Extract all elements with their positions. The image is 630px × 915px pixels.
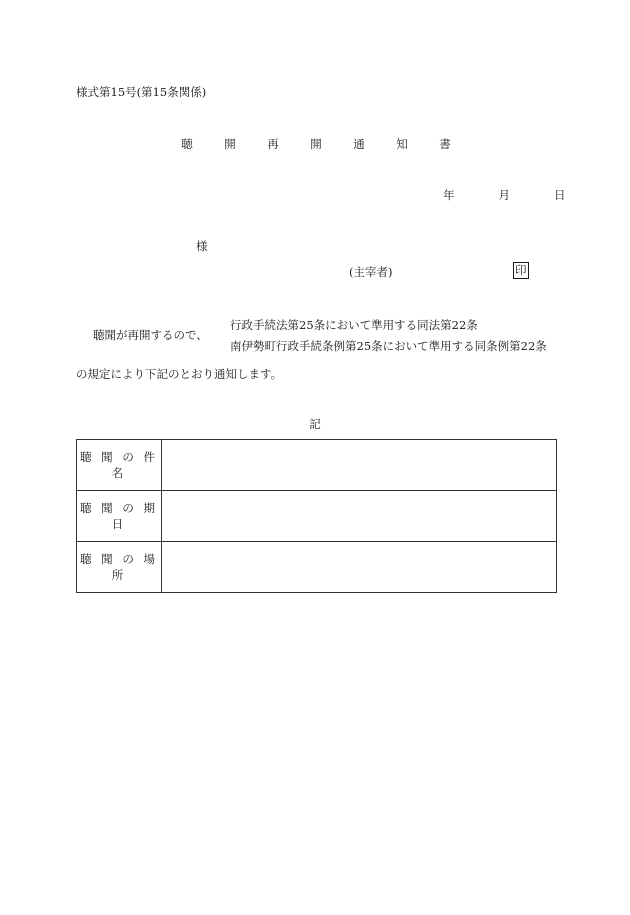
date-month: 月: [498, 188, 510, 202]
hearing-details-table: [76, 439, 557, 593]
row-value-place: [162, 542, 557, 593]
row-label-place: 聴 聞 の 場 所: [77, 542, 162, 593]
addressee-honorific: 様: [196, 239, 208, 253]
seal-mark: 印: [515, 263, 527, 277]
date-day: 日: [554, 188, 566, 202]
row-value-date: [162, 491, 557, 542]
legal-reference-national: 行政手続法第25条において準用する同法第22条: [230, 318, 478, 332]
row-value-case-name: [162, 440, 557, 491]
body-lead-text: 聴聞が再開するので、: [93, 328, 208, 342]
legal-reference-town: 南伊勢町行政手続条例第25条において準用する同条例第22条: [230, 339, 547, 353]
organizer-label: (主宰者): [349, 265, 393, 279]
date-year: 年: [443, 188, 455, 202]
form-number: 様式第15号(第15条関係): [76, 85, 207, 99]
date-line: [443, 187, 566, 203]
table-row: [77, 440, 557, 491]
document-title: 聴 開 再 開 通 知 書: [181, 137, 461, 151]
table-row: [77, 491, 557, 542]
table-row: [77, 542, 557, 593]
ki-heading: 記: [309, 417, 321, 431]
body-tail-text: の規定により下記のとおり通知します。: [76, 367, 283, 381]
row-label-case-name: 聴 聞 の 件 名: [77, 440, 162, 491]
row-label-date: 聴 聞 の 期 日: [77, 491, 162, 542]
